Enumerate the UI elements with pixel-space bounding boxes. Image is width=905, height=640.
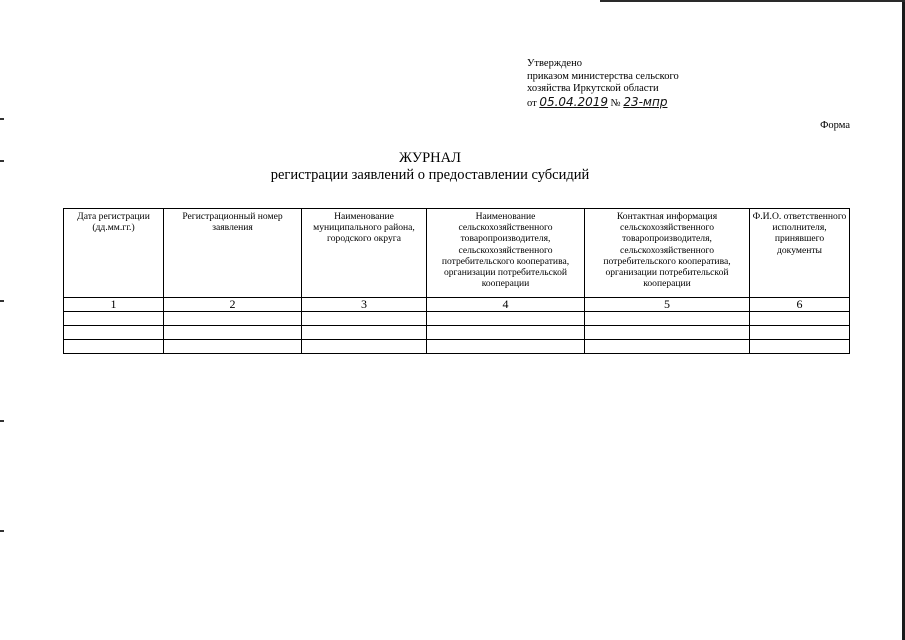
column-number-row: [64, 298, 850, 312]
approval-line-order: приказом министерства сельского: [527, 70, 679, 82]
approval-line-date-number: [527, 96, 747, 111]
journal-subheading: регистрации заявлений о предоставлении субсидий: [270, 167, 590, 183]
handwritten-order-number: 23-мпр: [623, 94, 668, 109]
empty-cell: [64, 326, 164, 340]
binding-hole-marks: [0, 0, 4, 640]
approval-from-label: от: [527, 97, 537, 109]
registration-journal-table: [63, 208, 850, 354]
empty-cell: [585, 340, 750, 354]
empty-cell: [750, 312, 850, 326]
empty-cell: [64, 340, 164, 354]
approval-line-ministry: хозяйства Иркутской области: [527, 83, 659, 94]
empty-cell: [750, 340, 850, 354]
scan-edge-top: [600, 0, 905, 2]
empty-cell: [164, 340, 302, 354]
header-producer-name: Наименование сельскохозяйственного товаропроизводителя, сельскохозяйственного потребительского кооператива, организации потребительской кооперации: [427, 209, 585, 298]
table-row: [64, 326, 850, 340]
document-title: [180, 150, 680, 184]
column-number: 2: [164, 298, 302, 312]
empty-cell: [164, 326, 302, 340]
table-row: [64, 340, 850, 354]
empty-cell: [427, 340, 585, 354]
column-number: 5: [585, 298, 750, 312]
empty-cell: [585, 326, 750, 340]
empty-cell: [64, 312, 164, 326]
header-registration-number: Регистрационный номер заявления: [164, 209, 302, 298]
number-sign: №: [610, 97, 621, 109]
header-registration-date: Дата регистрации (дд.мм.гг.): [64, 209, 164, 298]
journal-heading: ЖУРНАЛ: [399, 150, 461, 166]
table-header-row: [64, 209, 850, 298]
table-row: [64, 312, 850, 326]
empty-cell: [164, 312, 302, 326]
empty-cell: [302, 312, 427, 326]
header-responsible-person: Ф.И.О. ответственного исполнителя, принявшего документы: [750, 209, 850, 298]
header-municipal-district: Наименование муниципального района, городского округа: [302, 209, 427, 298]
column-number: 4: [427, 298, 585, 312]
empty-cell: [302, 326, 427, 340]
column-number: 1: [64, 298, 164, 312]
header-producer-contact: Контактная информация сельскохозяйственного товаропроизводителя, сельскохозяйственного потребительского кооператива, организации потребительской кооперации: [585, 209, 750, 298]
empty-cell: [427, 326, 585, 340]
empty-cell: [750, 326, 850, 340]
empty-cell: [302, 340, 427, 354]
empty-cell: [585, 312, 750, 326]
column-number: 3: [302, 298, 427, 312]
approval-block: [527, 58, 747, 110]
column-number: 6: [750, 298, 850, 312]
empty-cell: [427, 312, 585, 326]
approval-line-approved: Утверждено: [527, 58, 582, 69]
form-label: Форма: [820, 120, 850, 131]
handwritten-date: 05.04.2019: [539, 94, 609, 109]
